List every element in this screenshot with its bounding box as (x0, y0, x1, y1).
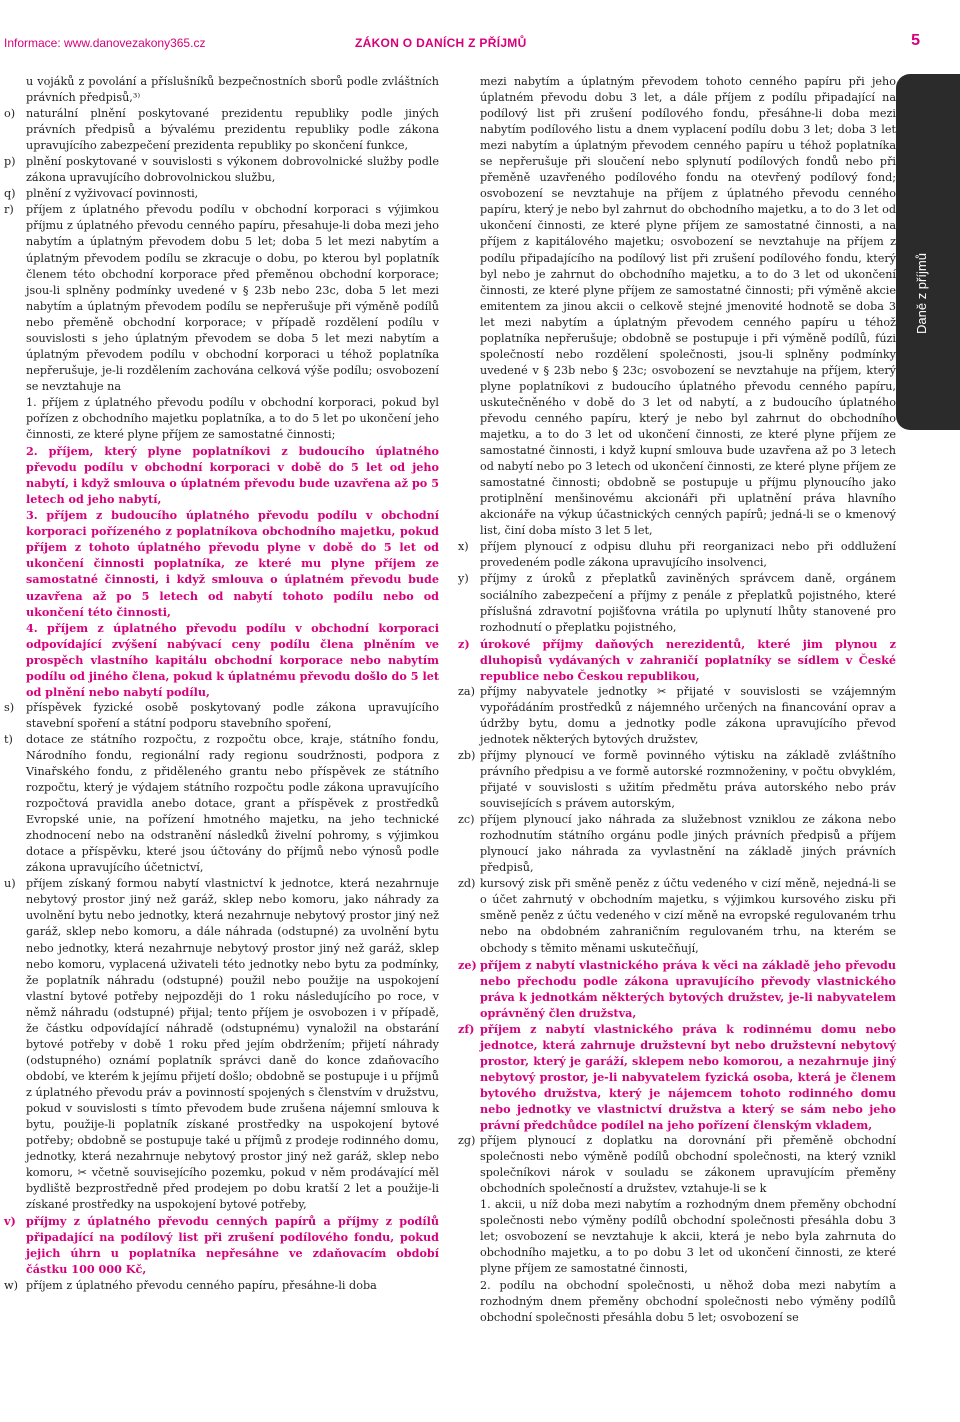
item-label: v) (4, 1214, 16, 1229)
page-header (0, 0, 960, 52)
item-text: příjem z úplatného převodu cenného papíru, přesáhne-li doba (26, 1278, 377, 1292)
law-item (4, 154, 439, 186)
law-item (4, 1278, 439, 1294)
law-item (4, 106, 439, 154)
item-text: kursový zisk při směně peněz z účtu vedeného v cizí měně, nejedná-li se o účet zahrnutý v obchodním majetku, s výjimkou kursového zisku při směně peněz z účtu vedeného v cizí měně na evropské regulovaném trhu nebo na obdobném zahraničním regulovaném trhu, na kterém se obchody s těmito měnami uskutečňují, (480, 877, 896, 955)
item-text: příjmy plynoucí ve formě povinného výtisku na základě zvláštního právního předpisu a ve formě autorské rozmnoženiny, v počtu obvyklém, přijaté v souvislosti s užitím předmětu práva autorského nebo práv souvisejících s právem autorským, (480, 748, 896, 811)
section-tab (896, 74, 960, 430)
law-item (4, 202, 439, 395)
item-text: příspěvek fyzické osobě poskytovaný podle zákona upravujícího stavební spoření a státní podporu stavebního spoření, (26, 700, 439, 730)
law-paragraph: mezi nabytím a úplatným převodem tohoto cenného papíru při jeho úplatném převodu dobu 3 let, a dále příjem z podílu připadající na podílový list při zrušení podílového fondu, přesáhne-li doba mezi nabytím podílového listu a dnem vyplacení podílu dobu 3 let; doba 3 let mezi nabytím a úplatným převodem cenného papíru u téhož poplatníka se nepřerušuje při sloučení nebo splynutí podílových fondů nebo při přeměně uzavřeného podílového fondu na otevřený podílový fond; osvobození se nevztahuje na příjem z úplatného převodu cenného papíru, který je nebo byl zahrnut do obchodního majetku, a to do 3 let od ukončení činnosti, ze které plyne příjem ze samostatné činnosti, a na příjem z kapitálového majetku; osvobození se nevztahuje na příjem z podílu připadajícího na podílový list při zrušení podílového fondu, který byl nebo je zahrnut do obchodního majetku, a to do 3 let od ukončení činnosti, ze které plyne příjem ze samostatné činnosti; při výměně akcie emitentem za jinou akcii o celkově stejné jmenovité hodnotě se doba 3 let mezi nabytím a úplatným převodem cenného papíru u téhož poplatníka nepřerušuje; obdobně se postupuje i při výměně podílů, fúzi společností nebo rozdělení společnosti, jsou-li splněny podmínky uvedené v § 23b nebo § 23c; osvobození se nevztahuje na příjem, který plyne poplatníkovi z budoucího úplatného převodu cenného papíru, uskutečněného v době do 3 let od nabytí, a z budoucího úplatného převodu cenného papíru, který je nebo byl zahrnut do obchodního majetku, a to do 3 let od ukončení činnosti, ze které plyne příjem ze samostatné činnosti, i když kupní smlouva bude uzavřena až po 3 letech od nabytí nebo po 3 letech od ukončení činnosti, ze které plyne příjem ze samostatné činnosti; obdobně se postupuje u příjmu plynoucího jako protiplnění menšinovému akcionáři při uplatnění práva hlavního akcionáře na výkup účastnických cenných papírů; jedná-li se o kmenový list, činí doba místo 3 let 5 let, (480, 75, 896, 538)
item-text: dotace ze státního rozpočtu, z rozpočtu obce, kraje, státního fondu, Národního fondu, regionální rady regionu soudržnosti, podpora z Vinařského fondu, z přiděleného grantu nebo příspěvek ze státního rozpočtu, který je výdajem státního rozpočtu podle zákona upravujícího rozpočtová pravidla anebo dotace, grant a příspěvek z prostředků Evropské unie, na pořízení hmotného majetku, na jeho technické zhodnocení nebo na odstranění následků živelní pohromy, s výjimkou dotace a příspěvku, které jsou účtovány do příjmů nebo výnosů podle zákona upravujícího účetnictví, (26, 732, 439, 875)
law-paragraph: 4. příjem z úplatného převodu podílu v obchodní korporaci odpovídající zvýšení nabývací ceny podílu člena plněním ve prospěch vlastního kapitálu obchodní korporace nebo nabytím podílu od jiného člena, pokud k úplatnému převodu došlo do 5 let od plnění nebo nabytí podílu, (26, 620, 439, 699)
item-label: zc) (458, 813, 475, 827)
law-item (458, 1133, 896, 1197)
law-item (4, 700, 439, 732)
law-paragraph: 1. příjem z úplatného převodu podílu v obchodní korporaci, pokud byl pořízen z obchodního majetku poplatníka, a to do 5 let po ukončení jeho činnosti, ze které plyne příjem ze samostatné činnosti; (26, 395, 439, 442)
right-column (458, 74, 896, 1326)
law-item (458, 748, 896, 812)
item-label: y) (458, 572, 469, 586)
left-column (4, 74, 439, 1294)
item-label: zb) (458, 748, 476, 762)
law-paragraph: 1. akcii, u níž doba mezi nabytím a rozhodným dnem přeměny obchodní společnosti nebo výměny podílů obchodní společnosti přesáhla dobu 3 let; osvobození se nevztahuje k akcii, která je nebo byla zahrnuta do obchodního majetku, a to po dobu 3 let od ukončení činnosti, ze které plyne příjem ze samostatné činnosti, (480, 1198, 896, 1276)
item-label: zg) (458, 1134, 476, 1148)
law-paragraph: 3. příjem z budoucího úplatného převodu podílu v obchodní korporaci pořízeného z poplatníkova obchodního majetku, pokud příjem z tohoto úplatného převodu plyne v době do 5 let od ukončení činnosti poplatníka, ze které mu plyne příjem ze samostatné činnosti, i když smlouva o úplatném převodu bude uzavřena až po 5 letech od nabytí tohoto podílu nebo od ukončení této činnosti, (26, 508, 439, 619)
item-label: za) (458, 684, 475, 698)
source-url[interactable]: Informace: www.danovezakony365.cz (4, 36, 206, 50)
item-text: příjem plynoucí z odpisu dluhu při reorganizaci nebo při oddlužení provedeném podle zákona upravujícího insolvenci, (480, 540, 896, 570)
item-text: příjmy z úroků z přeplatků zaviněných správcem daně, orgánem sociálního zabezpečení a příjmy z penále z přeplatků pojistného, které příslušná zdravotní pojišťovna vrátila po uplynutí lhůty stanovené pro rozhodnutí o přeplatku pojistného, (480, 572, 896, 634)
item-label: p) (4, 155, 16, 169)
running-title: ZÁKON O DANÍCH Z PŘÍJMŮ (355, 36, 527, 50)
item-label: w) (4, 1278, 18, 1292)
item-text: příjem z úplatného převodu podílu v obchodní korporaci s výjimkou příjmu z úplatného převodu cenného papíru, přesahuje-li doba mezi jeho nabytím a úplatným převodem dobu 5 let; doba 5 let mezi nabytím a úplatným převodem podílu se zkracuje o dobu, po kterou byl poplatník členem této obchodní korporace před přeměnou obchodní korporace; jsou-li splněny podmínky uvedené v § 23b nebo 23c, doba 5 let mezi nabytím a úplatným převodem podílu se nepřerušuje při výměně podílů nebo přeměně obchodní korporace; v případě rozdělení podílu v souvislosti s jeho úplatným převodem se doba 5 let mezi nabytím a úplatným převodem podílu v obchodní korporaci u téhož poplatníka nepřerušuje, je-li rozdělením zachována celková výše podílu; osvobození se nevztahuje na (26, 203, 439, 393)
law-item (4, 1213, 439, 1277)
item-label: u) (4, 877, 16, 891)
law-paragraph: 2. příjem, který plyne poplatníkovi z budoucího úplatného převodu podílu v obchodní korporaci v době do 5 let od jeho nabytí, i když smlouva o úplatném převodu bude uzavřena až po 5 letech od jeho nabytí, (26, 444, 439, 507)
law-item (458, 539, 896, 571)
item-text: příjem z nabytí vlastnického práva k věci na základě jeho převodu nebo přechodu podle zákona upravujícího převody vlastnického práva k jednotkám některých bytových družstev, je-li nabyvatelem oprávněný člen družstva, (480, 957, 896, 1020)
item-text: příjem z nabytí vlastnického práva k rodinnému domu nebo jednotce, která zahrnuje družstevní byt nebo družstevní nebytový prostor, který je garáží, sklepem nebo komorou, a nezahrnuje jiný nebytový prostor, je-li nabyvatelem fyzická osoba, která je členem bytového družstva, který je nájemcem tohoto rodinného domu nebo jednotky ve vlastnictví družstva a který se sám nebo jeho právní předchůdce podílel na jeho pořízení členským vkladem, (480, 1021, 896, 1133)
item-label: zf) (458, 1021, 475, 1036)
item-label: zd) (458, 877, 476, 891)
law-item (458, 636, 896, 684)
law-item (4, 732, 439, 876)
item-text: příjem získaný formou nabytí vlastnictví k jednotce, která nezahrnuje nebytový prostor jiný než garáž, sklep nebo komoru, jako náhrady za uvolnění bytu nebo jednotky, která nezahrnuje nebytový prostor jiný než garáž, sklep nebo komoru, a dále náhrada (odstupné) za uvolnění bytu nebo jednotky, která nezahrnuje nebytový prostor jiný než garáž, sklep nebo komoru, vyplacená uživateli této jednotky nebo bytu za podmínky, že poplatník náhradu (odstupné) použil nebo použije na uspokojení vlastní bytové potřeby nejpozději do 1 roku následujícího po roce, v němž náhradu (odstupné) přijal; tento příjem je osvobozen i v případě, že částku odpovídající náhradě (odstupnému) vynaložil na obstarání bytové potřeby v době 1 roku před jejím obdržením; přijetí náhrady (odstupného) oznámí poplatník správci daně do konce zdaňovacího období, ve kterém k jejímu přijetí došlo; obdobně se postupuje i u příjmů z úplatného převodu práv a povinností spojených s členstvím v družstvu, pokud v souvislosti s tímto převodem bude zrušena nájemní smlouva k bytu, použije-li poplatník získané prostředky na uspokojení bytové potřeby; obdobně se postupuje také u příjmů z prodeje rodinného domu, jednotky, která nezahrnuje nebytový prostor jiný než garáž, sklep nebo komoru, ✂ včetně souvisejícího pozemku, pokud v něm prodávající měl bydliště bezprostředně před prodejem po dobu kratší 2 let a použije-li získané prostředky na uspokojení bytové potřeby, (26, 877, 439, 1212)
item-text: naturální plnění poskytované prezidentu republiky podle jiných právních předpisů a bývalému prezidentu republiky podle zákona upravujícího zabezpečení prezidenta republiky po skončení funkce, (26, 107, 439, 153)
law-paragraph: u vojáků z povolání a příslušníků bezpečnostních sborů podle zvláštních právních předpisů,³⁾ (26, 75, 439, 105)
law-item (458, 876, 896, 956)
law-item (458, 571, 896, 635)
item-text: plnění poskytované v souvislosti s výkonem dobrovolnické služby podle zákona upravujícího dobrovolnickou službu, (26, 155, 439, 185)
law-item (458, 684, 896, 748)
law-item (458, 957, 896, 1021)
law-paragraph: 2. podílu na obchodní společnosti, u něhož doba mezi nabytím a rozhodným dnem přeměny obchodní společnosti nebo výměny podílů obchodní společnosti přesáhla dobu 5 let; osvobození se (480, 1278, 896, 1324)
item-label: t) (4, 732, 13, 746)
item-text: příjem plynoucí jako náhrada za služebnost vzniklou ze zákona nebo rozhodnutím státního orgánu podle jiných právních předpisů a příjem plynoucí jako náhrada za vyvlastnění na základě jiných právních předpisů, (480, 813, 896, 875)
item-text: příjem plynoucí z doplatku na dorovnání při přeměně obchodní společnosti nebo výměně podílů obchodní společnosti, na který vznikl společníkovi nárok v souladu se zákonem upravujícím přeměny obchodních společností a družstev, vztahuje-li se k (480, 1134, 896, 1196)
law-item (4, 186, 439, 202)
law-item (458, 812, 896, 876)
law-item (458, 1021, 896, 1133)
item-label: ze) (458, 957, 477, 972)
section-tab-label: Daně z příjmů (914, 253, 929, 334)
item-text: příjmy z úplatného převodu cenných papírů a příjmy z podílů připadající na podílový list při zrušení podílového fondu, pokud jejich úhrn u poplatníka nepřesáhne ve zdaňovacím období částku 100 000 Kč, (26, 1214, 439, 1277)
item-text: úrokové příjmy daňových nerezidentů, které jim plynou z dluhopisů vydávaných v zahraničí poplatníky se sídlem v České republice nebo Českou republikou, (480, 636, 896, 683)
page-number: 5 (911, 32, 920, 49)
item-text: plnění z vyživovací povinnosti, (26, 187, 199, 201)
item-label: s) (4, 700, 15, 714)
item-label: q) (4, 187, 16, 201)
item-label: r) (4, 203, 14, 217)
item-label: x) (458, 540, 469, 554)
item-label: z) (458, 636, 470, 651)
law-item (4, 876, 439, 1213)
item-text: příjmy nabyvatele jednotky ✂ přijaté v souvislosti se vzájemným vypořádáním prostředků z nájemného určených na financování oprav a údržby bytu, domu a jednotky podle zákona upravujícího převod jednotek některých bytových družstev, (480, 684, 896, 746)
item-label: o) (4, 107, 16, 121)
